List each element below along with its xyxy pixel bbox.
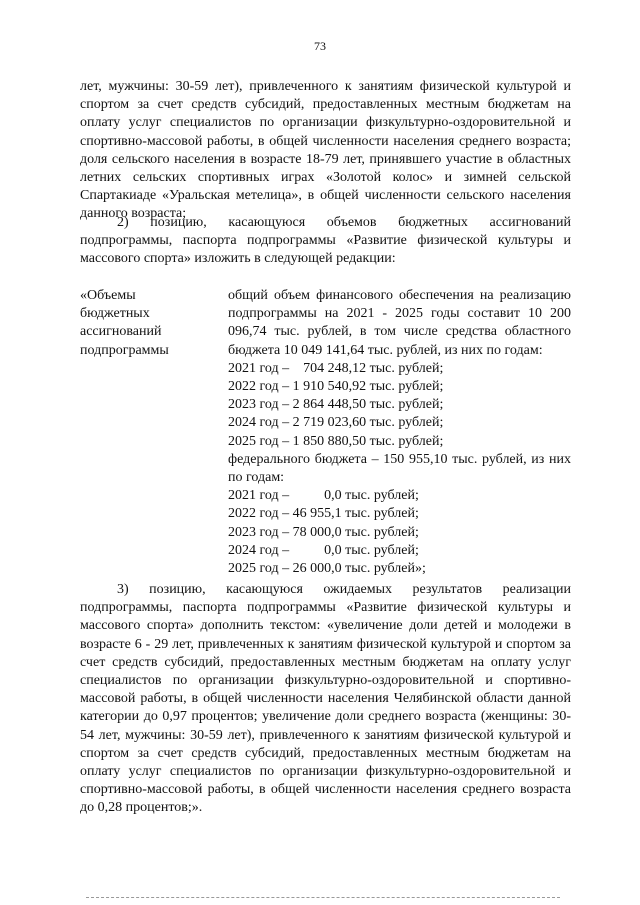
- funding-intro: общий объем финансового обеспечения на реализацию подпрограммы на 2021 - 2025 годы составит 10 200 096,74 тыс. рублей, в том числе средства областного бюджета 10 049 141,64 тыс. рублей, из них по годам:: [228, 288, 571, 358]
- federal-year-line: 2022 год – 46 955,1 тыс. рублей;: [228, 506, 419, 522]
- federal-year-line: 2023 год – 78 000,0 тыс. рублей;: [228, 524, 419, 540]
- federal-year-line: 2025 год – 26 000,0 тыс. рублей»;: [228, 561, 426, 577]
- item-2-paragraph: [80, 214, 571, 269]
- paragraph-text: лет, мужчины: 30-59 лет), привлеченного к занятиям физической культурой и спортом за счет средств субсидий, предоставленных местным бюджетам на оплату услуг специалистов по организации физкультурно-оздоровительной и спортивно-массовой работы, в общей численности населения среднего возраста; доля сельского населения в возрасте 18-79 лет, принявшего участие в областных летних сельских спортивных играх «Золотой колос» и зимней сельской Спартакиаде «Уральская метелица», в общей численности сельского населения данного возраста;: [80, 79, 571, 222]
- label-line: «Объемы: [80, 288, 136, 303]
- page-number: 73: [314, 39, 326, 53]
- passport-value-cell: [228, 287, 571, 578]
- continued-paragraph: [80, 78, 571, 224]
- item-3-paragraph: [80, 581, 571, 818]
- regional-year-line: 2024 год – 2 719 023,60 тыс. рублей;: [228, 415, 444, 431]
- federal-year-line: 2024 год – 0,0 тыс. рублей;: [228, 542, 419, 558]
- bottom-divider: [86, 897, 560, 898]
- label-line: ассигнований: [80, 324, 162, 340]
- label-line: подпрограммы: [80, 342, 169, 358]
- label-line: бюджетных: [80, 306, 150, 322]
- regional-year-line: 2023 год – 2 864 448,50 тыс. рублей;: [228, 397, 444, 413]
- regional-year-line: 2025 год – 1 850 880,50 тыс. рублей;: [228, 433, 444, 449]
- federal-year-line: 2021 год – 0,0 тыс. рублей;: [228, 488, 419, 504]
- regional-year-line: 2021 год – 704 248,12 тыс. рублей;: [228, 360, 444, 376]
- regional-year-line: 2022 год – 1 910 540,92 тыс. рублей;: [228, 379, 444, 395]
- passport-label-cell: [80, 287, 208, 360]
- federal-intro: федерального бюджета – 150 955,10 тыс. рублей, из них по годам:: [228, 451, 571, 486]
- paragraph-text: 3) позицию, касающуюся ожидаемых результатов реализации подпрограммы, паспорта подпрограммы «Развитие физической культуры и массового спорта» дополнить текстом: «увеличение доли детей и молодежи в возрасте 6 - 29 лет, привлеченных к занятиям физической культурой и спортом за счет средств субсидий, предоставленных местным бюджетам на оплату услуг специалистов по организации физкультурно-оздоровительной и спортивно-массовой работы, в общей численности населения Челябинской области данной категории до 0,97 процентов; увеличение доли среднего возраста (женщины: 30-54 лет, мужчины: 30-59 лет), привлеченного к занятиям физической культурой и спортом за счет средств субсидий, предоставленных местным бюджетам на оплату услуг специалистов по организации физкультурно-оздоровительной и спортивно-массовой работы, в общей численности населения среднего возраста до 0,28 процентов;».: [80, 582, 571, 816]
- paragraph-text: 2) позицию, касающуюся объемов бюджетных ассигнований подпрограммы, паспорта подпрограммы «Развитие физической культуры и массового спорта» изложить в следующей редакции:: [80, 215, 571, 267]
